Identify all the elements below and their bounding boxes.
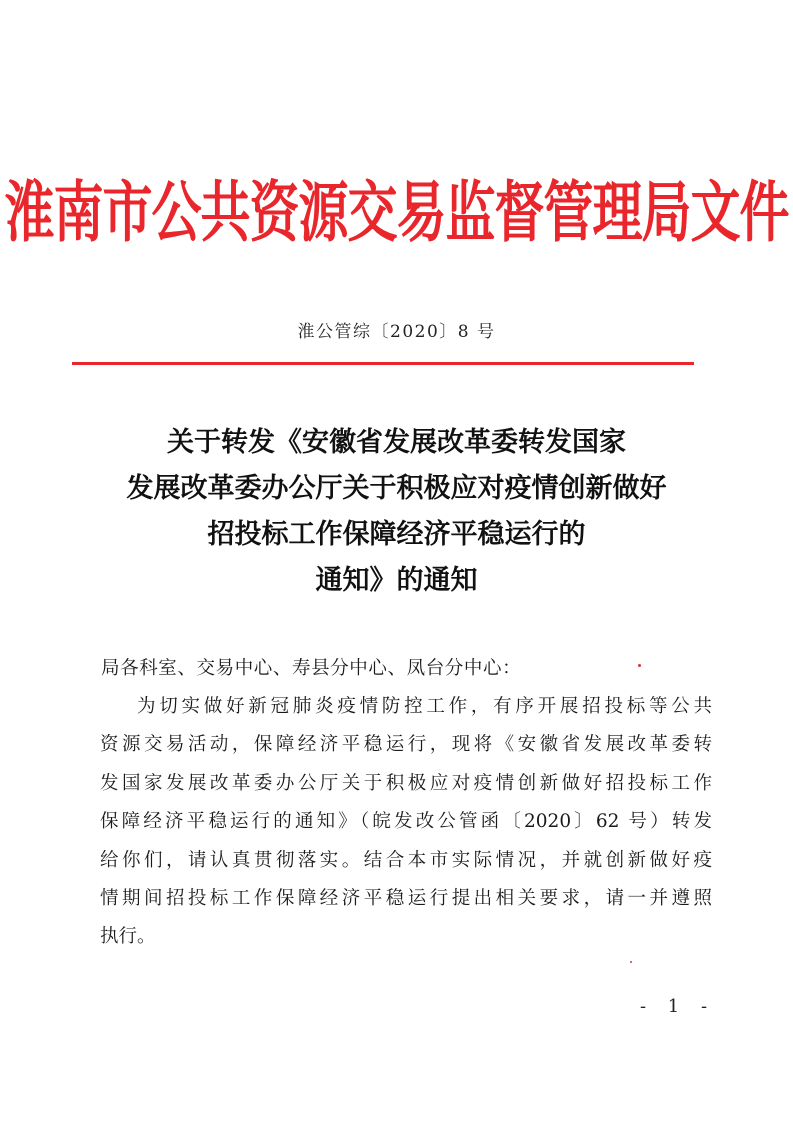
notice-title: [60, 420, 733, 604]
body-line-6: 情期间招投标工作保障经济平稳运行提出相关要求，请一并遵照: [100, 888, 712, 910]
body-line-1: 为切实做好新冠肺炎疫情防控工作，有序开展招投标等公共: [137, 696, 712, 717]
body-line-2: 资源交易活动，保障经济平稳运行，现将《安徽省发展改革委转: [100, 734, 712, 756]
title-line-4: 通知》的通知: [315, 565, 478, 596]
scan-speck: [638, 664, 641, 667]
body-line-4: 保障经济平稳运行的通知》（皖发改公管函〔2020〕62 号）转发: [100, 811, 712, 833]
scan-speck: [630, 961, 632, 963]
title-line-1: 关于转发《安徽省发展改革委转发国家: [167, 427, 626, 458]
masthead-title: 淮南市公共资源交易监督管理局文件: [4, 174, 789, 252]
title-line-3: 招投标工作保障经济平稳运行的: [207, 519, 586, 550]
document-number: 淮公管综〔2020〕8 号: [297, 322, 496, 342]
salutation: 局各科室、交易中心、寿县分中心、凤台分中心：: [101, 658, 522, 679]
red-separator-line: [72, 362, 694, 365]
page-number: - 1 -: [640, 996, 716, 1017]
body-line-7: 执行。: [100, 926, 156, 948]
title-line-2: 发展改革委办公厅关于积极应对疫情创新做好: [126, 473, 667, 504]
body-line-3: 发国家发展改革委办公厅关于积极应对疫情创新做好招投标工作: [100, 772, 712, 794]
body-line-5: 给你们，请认真贯彻落实。结合本市实际情况，并就创新做好疫: [100, 849, 712, 871]
body-paragraph: [100, 688, 712, 957]
